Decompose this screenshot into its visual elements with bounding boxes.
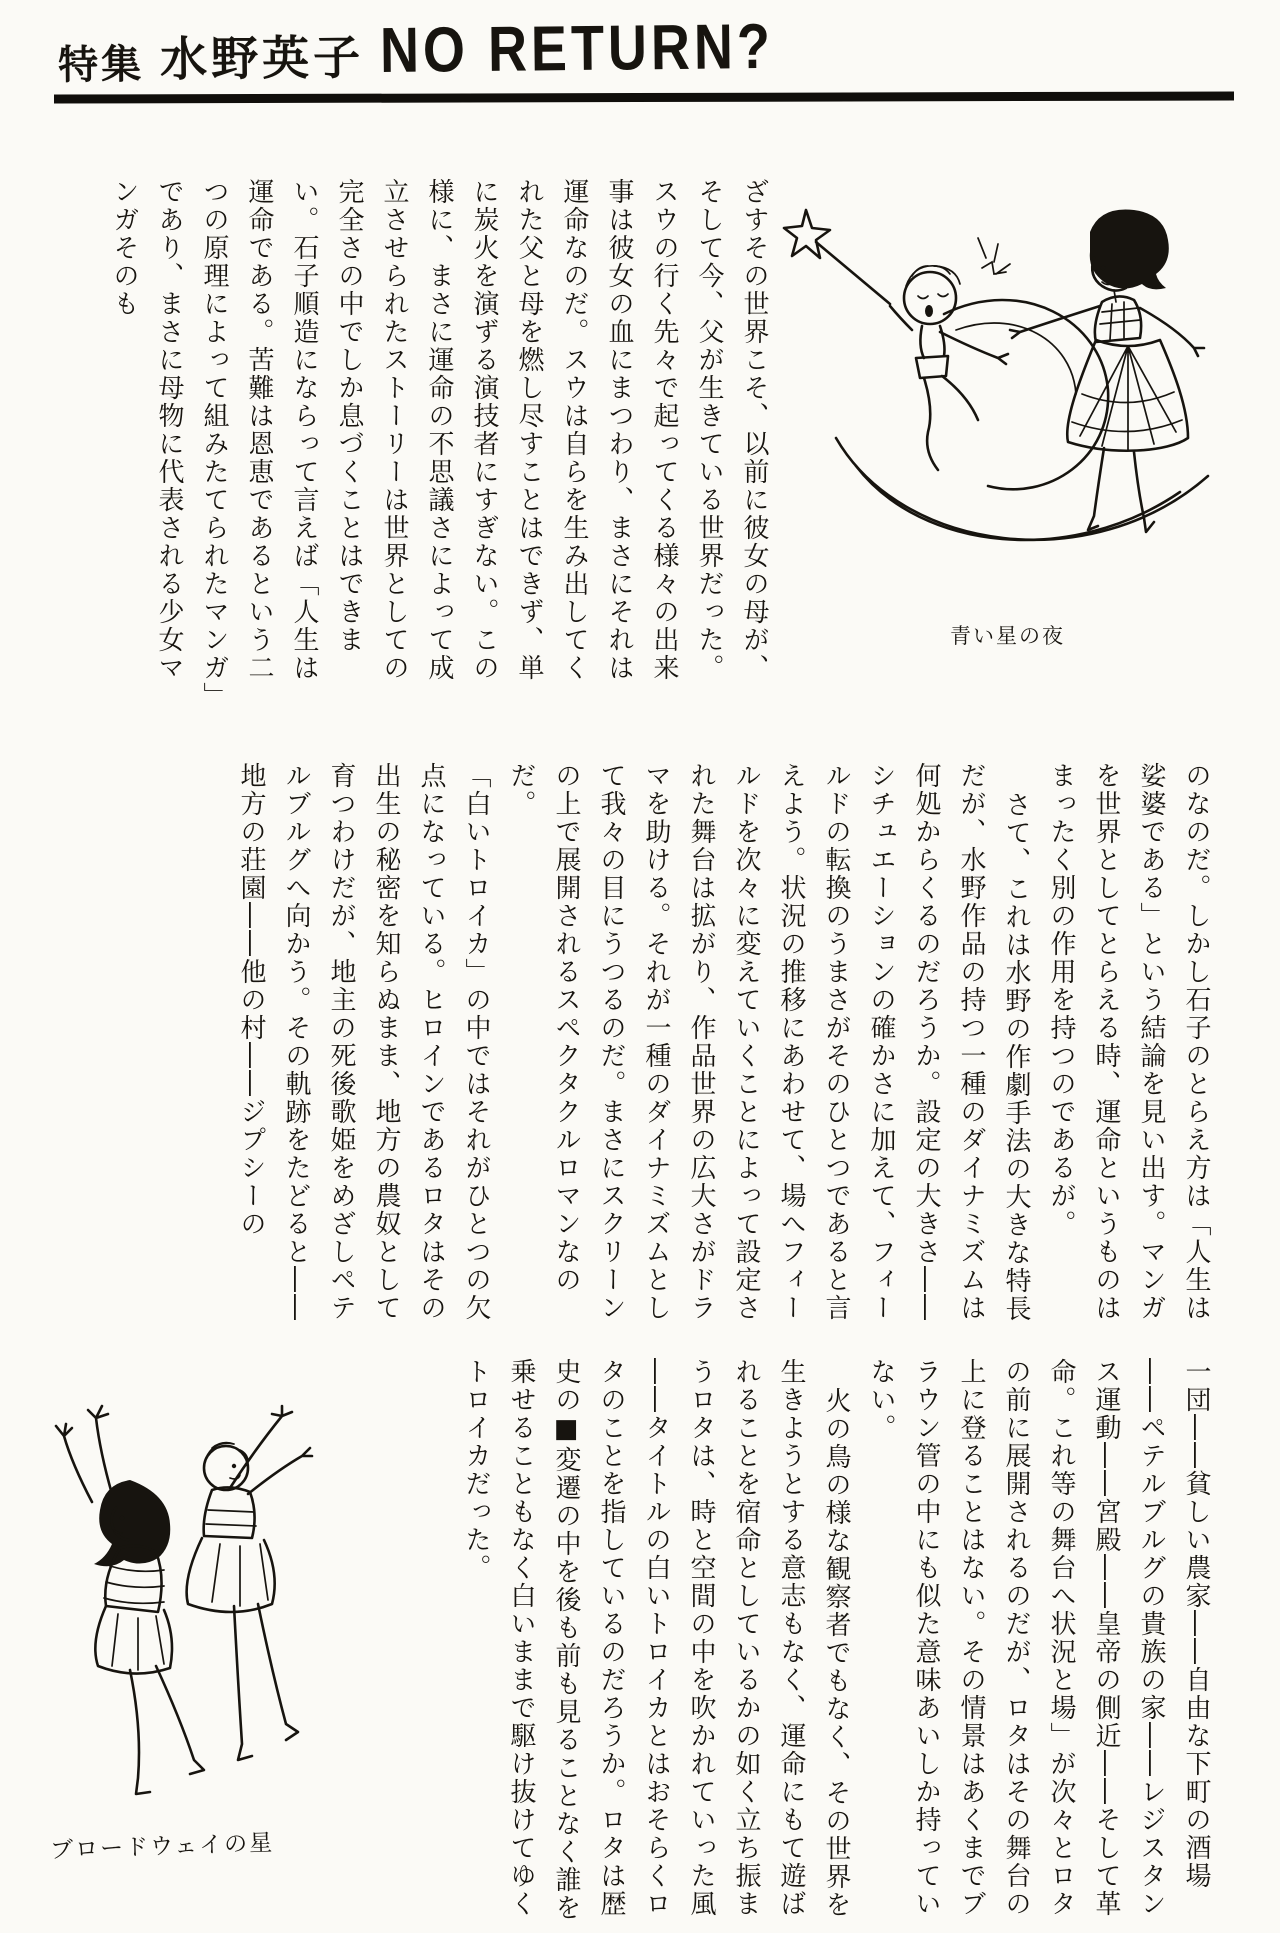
page-title — [57, 11, 775, 90]
paragraph: 一団――貧しい農家――自由な下町の酒場――ペテルブルグの貴族の家――レジスタンス運動――宮殿――皇帝の側近――そして革命。これ等の舞台へ状況と場」が次々とロタの前に展開されるのだが、ロタはその舞台の上に登ることはない。その情景はあくまでブラウン管の中にも似た意味あいしか持っていない。 — [866, 1358, 1211, 1918]
illustration-caption-top: 青い星の夜 — [950, 624, 1065, 648]
dancing-couple-illustration — [34, 1352, 350, 1880]
title-artist-name: 水野英子 — [159, 30, 365, 88]
paragraph: 火の鳥の様な観察者でもなく、その世界を生きようとする意志もなく、運命にもて遊ばれることを宿命としているかの如く立ち振まうロタは、時と空間の中を吹かれていった風――タイトルの白いトロイカとはおそらくロタのことを指しているのだろうか。ロタは歴史の■変遷の中を後も前も見ることなく誰を乗せることもなく白いままで駆け抜けてゆくトロイカだった。 — [461, 1358, 851, 1922]
title-divider-rule — [54, 91, 1234, 103]
bottom-text-block — [360, 1358, 1218, 1926]
middle-text-block — [72, 762, 1218, 1336]
paragraph: のなのだ。しかし石子のとらえ方は「人生は娑婆である」という結論を見い出す。マンガを世界としてとらえる時、運命というものはまったく別の作用を持つのであるが。 — [1046, 762, 1211, 1322]
paragraph: ざすその世界こそ、以前に彼女の母が、そして今、父が生きている世界だった。スウの行く先々で起ってくる様々の出来事は彼女の血にまつわり、まさにそれは運命なのだ。スウは自らを生み出してくれた父と母を燃し尽すことはできず、単に炭火を演ずる演技者にすぎない。この様に、まさに運命の不思議さによって成立させられたストーリーは世界としての完全さの中でしか息づくことはできまい。石子順造にならって言えば「人生は運命である。苦難は恩恵であるという二つの原理によって組みたてられたマンガ」であり、まさに母物に代表される少女マンガそのも — [109, 178, 769, 697]
title-main: NO RETURN? — [379, 11, 775, 87]
paragraph: さて、これは水野の作劇手法の大きな特長だが、水野作品の持つ一種のダイナミズムは何処からくるのだろうか。設定の大きさ――シチュエーションの確かさに加えて、フィールドの転換のうまさがそのひとつであると言えよう。状況の推移にあわせて、場へフィールドを次々に変えていくことによって設定された舞台は拡がり、作品世界の広大さがドラマを助ける。それが一種のダイナミズムとして我々の目にうつるのだ。まさにスクリーンの上で展開されるスペクタクルロマンなのだ。 — [506, 762, 1031, 1323]
fairy-and-dancer-illustration — [772, 180, 1240, 626]
paragraph: 「白いトロイカ」の中ではそれがひとつの欠点になっている。ヒロインであるロタはその出生の秘密を知らぬまま、地方の農奴として育つわけだが、地主の死後歌姫をめざしペテルブルグへ向かう。その軌跡をたどると――地方の荘園――他の村――ジプシーの — [236, 762, 491, 1322]
title-tag: 特集 — [57, 41, 145, 89]
illustration-caption-bottom: ブロードウェイの星 — [49, 1830, 275, 1864]
upper-text-block — [82, 178, 776, 706]
